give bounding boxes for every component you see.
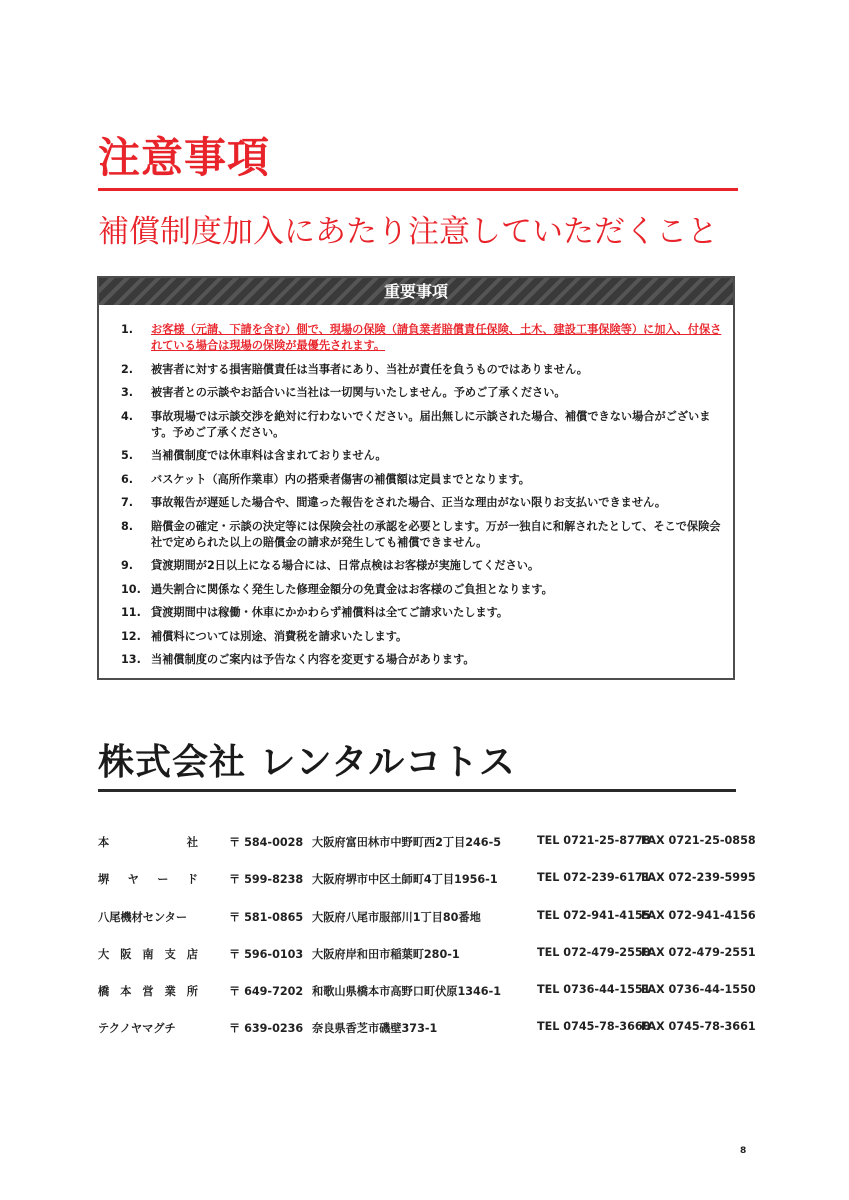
note-item bbox=[121, 409, 723, 441]
branch-name-char: ド bbox=[186, 873, 198, 887]
branch-name-char: 社 bbox=[186, 836, 198, 849]
note-item bbox=[121, 322, 723, 354]
branch-row bbox=[98, 826, 756, 863]
company-underline bbox=[98, 789, 736, 792]
note-text: 事故現場では示談交渉を絶対に行わないでください。届出無しに示談された場合、補償できない場合がございます。予めご了承ください。 bbox=[151, 409, 711, 439]
important-notes-list bbox=[99, 305, 733, 668]
branch-address: 大阪府堺市中区土師町4丁目1956-1 bbox=[312, 873, 498, 887]
note-item bbox=[121, 472, 723, 488]
branch-name-char: 橋 bbox=[98, 985, 110, 999]
note-number: 1. bbox=[121, 323, 134, 336]
note-text: 被害者に対する損害賠償責任は当事者にあり、当社が責任を負うものではありません。 bbox=[151, 362, 588, 376]
branch-postal: 〒 584-0028 bbox=[229, 836, 304, 849]
branch-row bbox=[98, 901, 756, 938]
branch-tel: TEL 0736-44-1551 bbox=[537, 983, 651, 997]
page-title: 注意事項 bbox=[98, 133, 271, 182]
branch-address: 大阪府岸和田市稲葉町280-1 bbox=[312, 947, 460, 961]
note-number: 3. bbox=[121, 386, 134, 399]
note-number: 4. bbox=[121, 409, 134, 423]
branch-name-char: 業 bbox=[164, 985, 176, 999]
branch-tel: TEL 0721-25-8778 bbox=[537, 834, 651, 847]
note-text: 貸渡期間が2日以上になる場合には、日常点検はお客様が実施してください。 bbox=[151, 559, 540, 572]
branch-name-char: テクノヤマグチ bbox=[98, 1022, 176, 1036]
note-item bbox=[121, 652, 723, 668]
branch-tel: TEL 072-239-6171 bbox=[537, 871, 651, 885]
note-number: 7. bbox=[121, 496, 134, 509]
note-item bbox=[121, 448, 723, 464]
note-text: 当補償制度では休車料は含まれておりません。 bbox=[151, 449, 387, 462]
note-number: 10. bbox=[121, 582, 141, 596]
title-underline bbox=[98, 188, 738, 191]
note-item bbox=[121, 519, 723, 551]
branch-postal: 〒 599-8238 bbox=[229, 873, 304, 887]
branch-name-char: 店 bbox=[186, 947, 198, 961]
important-notes-heading: 重要事項 bbox=[383, 282, 448, 301]
branch-tel: TEL 072-941-4155 bbox=[537, 908, 651, 922]
branch-name-char: 営 bbox=[142, 985, 154, 999]
note-number: 6. bbox=[121, 472, 134, 486]
branch-list bbox=[98, 826, 756, 1050]
note-text: 補償料については別途、消費税を請求いたします。 bbox=[151, 629, 408, 643]
branch-row bbox=[98, 1012, 756, 1049]
note-item bbox=[121, 362, 723, 378]
branch-address: 大阪府富田林市中野町西2丁目246-5 bbox=[312, 836, 502, 849]
note-number: 8. bbox=[121, 519, 134, 533]
note-text: バスケット（高所作業車）内の搭乗者傷害の補償額は定員までとなります。 bbox=[151, 472, 530, 486]
page-number: 8 bbox=[740, 1146, 747, 1156]
branch-name-char: 支 bbox=[164, 947, 176, 961]
note-item bbox=[121, 495, 723, 511]
note-text: 貸渡期間中は稼働・休車にかかわらず補償料は全てご請求いたします。 bbox=[151, 606, 509, 619]
branch-name-char: 堺 bbox=[98, 873, 110, 887]
branch-name bbox=[98, 871, 198, 887]
branch-address: 奈良県香芝市磯壁373-1 bbox=[312, 1022, 438, 1036]
branch-name-char: ー bbox=[157, 873, 169, 887]
branch-name-char: 南 bbox=[142, 947, 154, 961]
branch-address: 大阪府八尾市服部川1丁目80番地 bbox=[312, 910, 481, 924]
branch-name bbox=[98, 834, 198, 850]
note-number: 11. bbox=[121, 606, 141, 619]
branch-name bbox=[98, 983, 198, 999]
branch-row bbox=[98, 975, 756, 1012]
note-text: 過失割合に関係なく発生した修理金額分の免責金はお客様のご負担となります。 bbox=[151, 582, 553, 596]
branch-postal: 〒 649-7202 bbox=[229, 985, 304, 999]
branch-fax: FAX 072-479-2551 bbox=[641, 945, 756, 959]
branch-fax: FAX 0721-25-0858 bbox=[641, 834, 756, 847]
branch-fax: FAX 0736-44-1550 bbox=[641, 983, 756, 997]
branch-fax: FAX 072-239-5995 bbox=[641, 871, 756, 885]
branch-name bbox=[98, 909, 198, 925]
note-number: 9. bbox=[121, 559, 134, 572]
important-notes-header bbox=[99, 278, 733, 305]
important-notes-box bbox=[97, 276, 735, 680]
company-name: 株式会社 レンタルコトス bbox=[98, 742, 516, 783]
branch-name-char: ヤ bbox=[127, 873, 139, 887]
branch-row bbox=[98, 863, 756, 900]
branch-postal: 〒 581-0865 bbox=[229, 910, 304, 924]
branch-tel: TEL 072-479-2550 bbox=[537, 945, 651, 959]
note-text: お客様（元請、下請を含む）側で、現場の保険（請負業者賠償責任保険、土木、建設工事保険等）に加入、付保されている場合は現場の保険が最優先されます。 bbox=[151, 323, 722, 352]
note-item bbox=[121, 605, 723, 621]
branch-name bbox=[98, 946, 198, 962]
branch-fax: FAX 072-941-4156 bbox=[641, 908, 756, 922]
note-text: 事故報告が遅延した場合や、間違った報告をされた場合、正当な理由がない限りお支払いできません。 bbox=[151, 496, 667, 509]
note-item bbox=[121, 629, 723, 645]
note-number: 2. bbox=[121, 362, 134, 376]
note-text: 被害者との示談やお話合いに当社は一切関与いたしません。予めご了承ください。 bbox=[151, 386, 566, 399]
branch-row bbox=[98, 938, 756, 975]
branch-name-char: 本 bbox=[98, 836, 110, 849]
branch-name-char: 所 bbox=[186, 985, 198, 999]
branch-postal: 〒 596-0103 bbox=[229, 947, 304, 961]
branch-fax: FAX 0745-78-3661 bbox=[641, 1020, 756, 1034]
note-text: 賠償金の確定・示談の決定等には保険会社の承認を必要とします。万が一独自に和解されたとして、そこで保険会社で定められた以上の賠償金の請求が発生しても補償できません。 bbox=[151, 519, 721, 549]
branch-name-char: 八尾機材センター bbox=[98, 910, 188, 924]
branch-postal: 〒 639-0236 bbox=[229, 1022, 304, 1036]
branch-address: 和歌山県橋本市高野口町伏原1346-1 bbox=[312, 985, 502, 999]
branch-tel: TEL 0745-78-3660 bbox=[537, 1020, 651, 1034]
note-text: 当補償制度のご案内は予告なく内容を変更する場合があります。 bbox=[151, 653, 475, 666]
branch-name-char: 大 bbox=[98, 947, 110, 961]
note-number: 5. bbox=[121, 449, 134, 462]
branch-name bbox=[98, 1020, 198, 1036]
note-item bbox=[121, 582, 723, 598]
branch-name-char: 阪 bbox=[120, 947, 132, 961]
note-number: 12. bbox=[121, 629, 141, 643]
note-number: 13. bbox=[121, 653, 141, 666]
branch-name-char: 本 bbox=[120, 985, 132, 999]
note-item bbox=[121, 385, 723, 401]
note-item bbox=[121, 558, 723, 574]
page-subtitle: 補償制度加入にあたり注意していただくこと bbox=[98, 214, 718, 250]
